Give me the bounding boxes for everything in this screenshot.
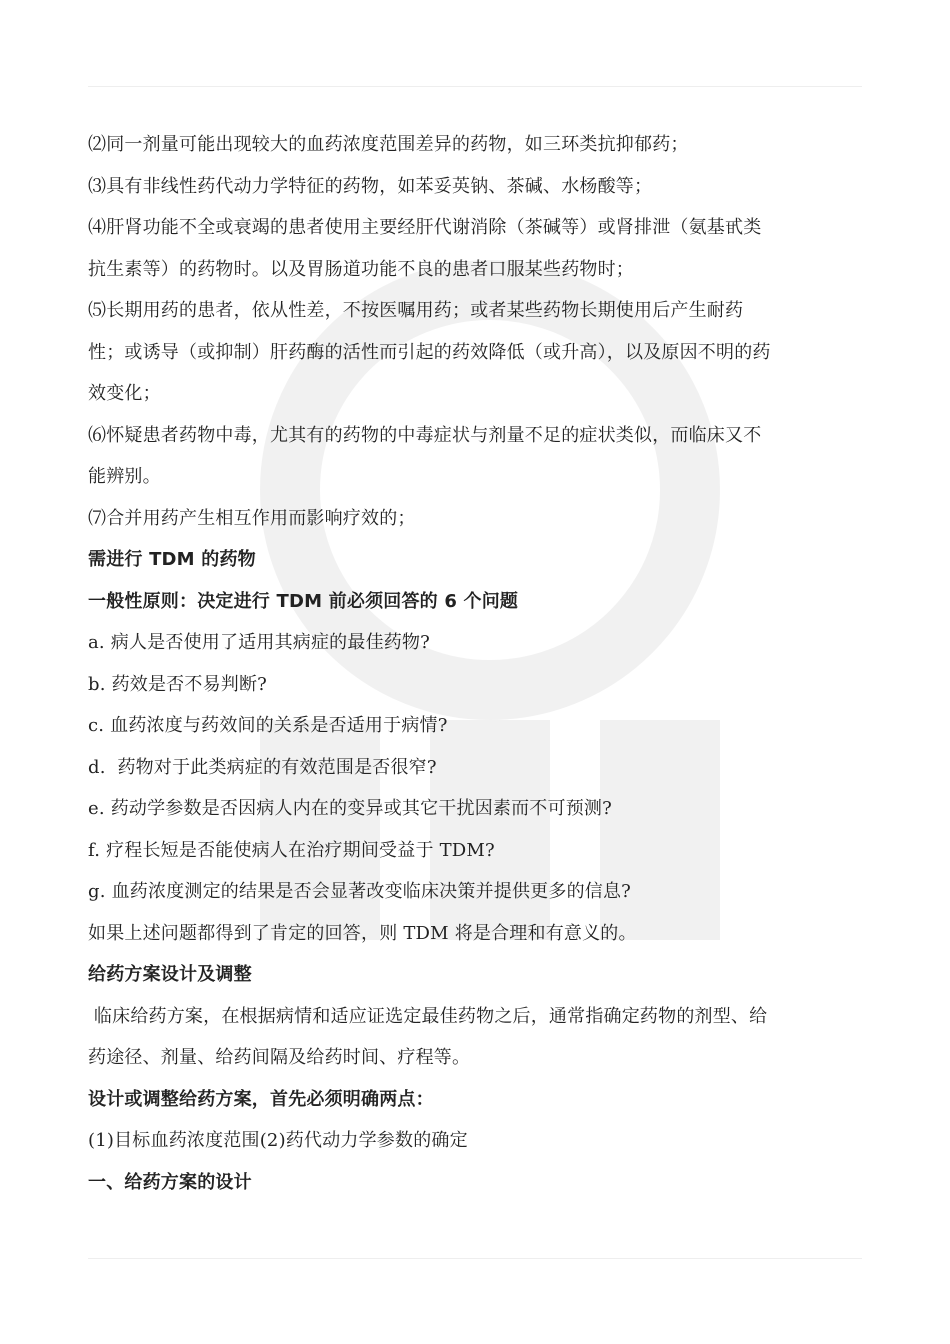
section-heading: 需进行 TDM 的药物: [88, 549, 256, 570]
header-rule: [88, 86, 862, 87]
text-line: ⑶具有非线性药代动力学特征的药物，如苯妥英钠、茶碱、水杨酸等；: [88, 175, 653, 197]
question-item: f. 疗程长短是否能使病人在治疗期间受益于 TDM?: [88, 839, 495, 861]
text-line: 效变化；: [88, 383, 161, 404]
question-item: a. 病人是否使用了适用其病症的最佳药物?: [88, 632, 431, 653]
question-item: c. 血药浓度与药效间的关系是否适用于病情?: [88, 715, 448, 736]
text-line: ⑸长期用药的患者，依从性差，不按医嘱用药；或者某些药物长期使用后产生耐药: [88, 300, 744, 321]
text-line: 如果上述问题都得到了肯定的回答，则 TDM 将是合理和有意义的。: [88, 922, 637, 944]
question-item: d. 药物对于此类病症的有效范围是否很窄?: [88, 756, 437, 778]
question-item: b. 药效是否不易判断?: [88, 673, 268, 695]
text-line: 临床给药方案，在根据病情和适应证选定最佳药物之后，通常指确定药物的剂型、给: [88, 1005, 768, 1027]
text-line: (1)目标血药浓度范围(2)药代动力学参数的确定: [88, 1130, 468, 1151]
text-line: ⑹怀疑患者药物中毒，尤其有的药物的中毒症状与剂量不足的症状类似，而临床又不: [88, 424, 762, 446]
question-item: g. 血药浓度测定的结果是否会显著改变临床决策并提供更多的信息?: [88, 881, 632, 902]
section-heading: 一般性原则：决定进行 TDM 前必须回答的 6 个问题: [88, 590, 519, 612]
footer-rule: [88, 1258, 862, 1259]
section-heading: 给药方案设计及调整: [88, 964, 252, 985]
text-line: 抗生素等）的药物时。以及胃肠道功能不良的患者口服某些药物时；: [88, 258, 634, 280]
text-line: ⑺合并用药产生相互作用而影响疗效的；: [88, 507, 416, 529]
document-body: [88, 124, 864, 1203]
text-line: 药途径、剂量、给药间隔及给药时间、疗程等。: [88, 1047, 471, 1068]
text-line: ⑵同一剂量可能出现较大的血药浓度范围差异的药物，如三环类抗抑郁药；: [88, 134, 689, 155]
text-line: ⑷肝肾功能不全或衰竭的患者使用主要经肝代谢消除（茶碱等）或肾排泄（氨基甙类: [88, 217, 762, 238]
text-line: 能辨别。: [88, 466, 161, 487]
text-line: 性；或诱导（或抑制）肝药酶的活性而引起的药效降低（或升高），以及原因不明的药: [88, 341, 771, 363]
section-heading: 设计或调整给药方案，首先必须明确两点：: [88, 1088, 434, 1110]
section-heading: 一、给药方案的设计: [88, 1171, 252, 1193]
question-item: e. 药动学参数是否因病人内在的变异或其它干扰因素而不可预测?: [88, 798, 612, 819]
